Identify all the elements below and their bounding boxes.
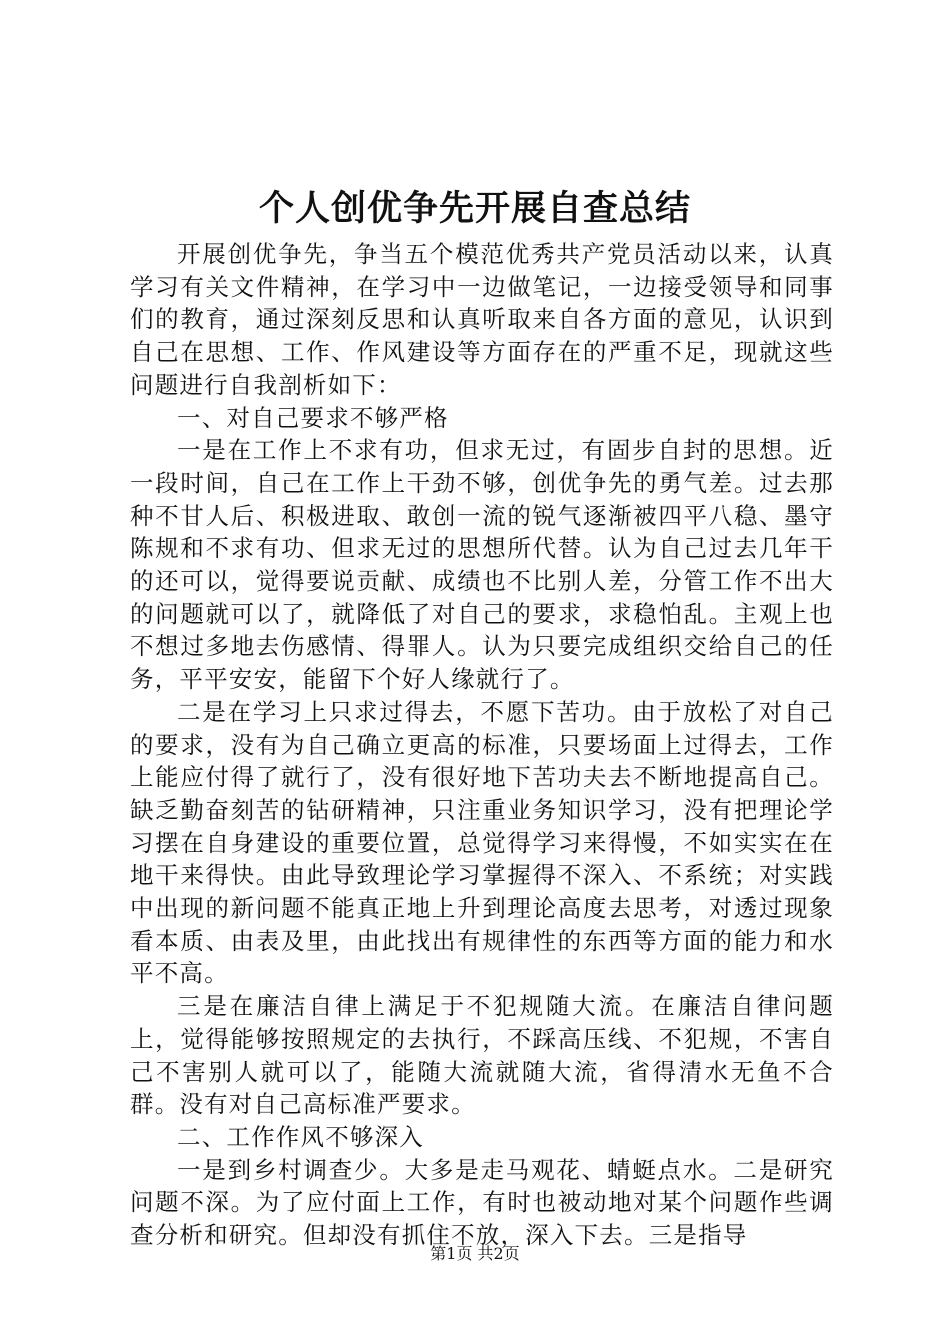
page-footer: 第1页 共2页 xyxy=(430,1244,520,1263)
page-title: 个人创优争先开展自查总结 xyxy=(258,188,691,229)
document-body xyxy=(130,238,834,1252)
paragraph-intro: 开展创优争先，争当五个模范优秀共产党员活动以来，认真学习有关文件精神，在学习中一边做笔记，一边接受领导和同事们的教育，通过深刻反思和认真听取来自各方面的意见，认识到自己在思想、工作、作风建设等方面存在的严重不足，现就这些问题进行自我剖析如下： xyxy=(130,240,834,399)
section-heading-1: 一、对自己要求不够严格 xyxy=(177,403,449,432)
paragraph-work-style: 一是到乡村调查少。大多是走马观花、蜻蜓点水。二是研究问题不深。为了应付面上工作，有时也被动地对某个问题作些调查分析和研究。但却没有抓住不放，深入下去。三是指导 xyxy=(130,1155,834,1250)
paragraph-point-1: 一是在工作上不求有功，但求无过，有固步自封的思想。近一段时间，自己在工作上干劲不够，创优争先的勇气差。过去那种不甘人后、积极进取、敢创一流的锐气逐渐被四平八稳、墨守陈规和不求有功、但求无过的思想所代替。认为自己过去几年干的还可以，觉得要说贡献、成绩也不比别人差，分管工作不出大的问题就可以了，就降低了对自己的要求，求稳怕乱。主观上也不想过多地去伤感情、得罪人。认为只要完成组织交给自己的任务，平平安安，能留下个好人缘就行了。 xyxy=(130,436,834,694)
section-heading-2: 二、工作作风不够深入 xyxy=(177,1122,424,1151)
paragraph-point-3: 三是在廉洁自律上满足于不犯规随大流。在廉洁自律问题上，觉得能够按照规定的去执行，不踩高压线、不犯规，不害自己不害别人就可以了，能随大流就随大流，省得清水无鱼不合群。没有对自己高标准严要求。 xyxy=(130,992,834,1119)
paragraph-point-2: 二是在学习上只求过得去，不愿下苦功。由于放松了对自己的要求，没有为自己确立更高的标准，只要场面上过得去，工作上能应付得了就行了，没有很好地下苦功夫去不断地提高自己。缺乏勤奋刻苦的钻研精神，只注重业务知识学习，没有把理论学习摆在自身建设的重要位置，总觉得学习来得慢，不如实实在在地干来得快。由此导致理论学习掌握得不深入、不系统；对实践中出现的新问题不能真正地上升到理论高度去思考，对透过现象看本质、由表及里，由此找出有规律性的东西等方面的能力和水平不高。 xyxy=(130,697,834,988)
